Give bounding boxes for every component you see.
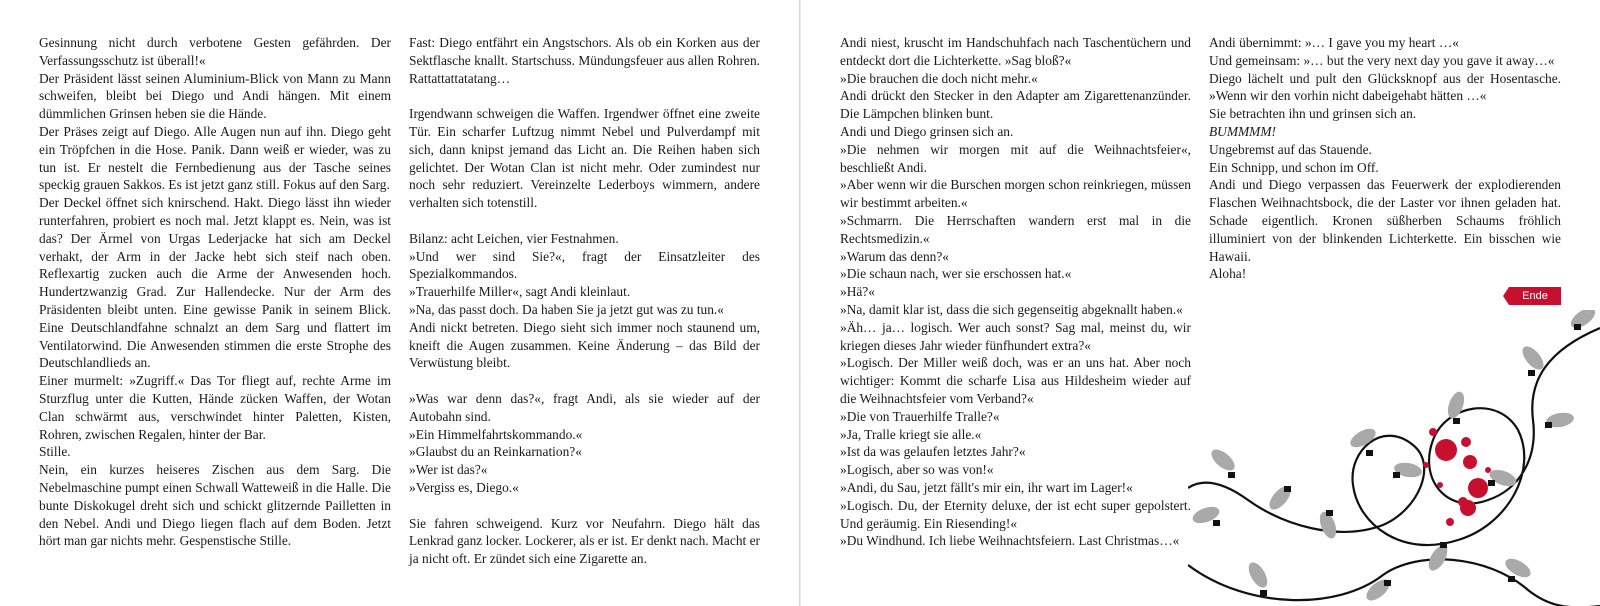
text-column-2 [409,34,760,568]
text-column-4 [1209,34,1561,283]
paragraph: »Andi, du Sau, jetzt fällt's mir ein, ihr wart im Lager!« [840,479,1133,495]
paragraph: »Aber wenn wir die Burschen morgen schon reinkriegen, müssen wir bestimmt arbeiten.« [840,177,1191,211]
paragraph: »Wer ist das?« [409,462,488,478]
paragraph: »Glaubst du an Reinkarnation?« [409,444,582,460]
paragraph: Andi und Diego grinsen sich an. [840,123,1014,139]
end-badge: Ende [1509,287,1561,305]
paragraph: Fast: Diego entfährt ein Angstschors. Als ob ein Korken aus der Sektflasche knallt. Startschuss. Mündungsfeuer aus allen Rohren. Rattattattatatang… [409,35,760,86]
paragraph: »Ein Himmelfahrtskommando.« [409,426,583,442]
paragraph: »Schmarrn. Die Herrschaften wandern erst mal in die Rechtsmedizin.« [840,212,1191,246]
paragraph: Irgendwann schweigen die Waffen. Irgendwer öffnet eine zweite Tür. Ein scharfer Luftzug nimmt Nebel und Pulverdampf mit sich, dann knipst jemand das Licht an. Die Reihen haben sich gelichtet. Der Wotan Clan ist nicht mehr. Oder zumindest nur noch sehr reduziert. Vereinzelte Lederboys wimmern, andere verhalten sich totenstill. [409,106,760,211]
paragraph: »Ja, Tralle kriegt sie alle.« [840,426,982,442]
paragraph: »Äh… ja… logisch. Wer auch sonst? Sag mal, meinst du, wir kriegen dieses Jahr wieder fünfhundert extra?« [840,319,1191,353]
paragraph: »Was war denn das?«, fragt Andi, als sie wieder auf der Autobahn sind. [409,390,760,424]
left-page [0,0,799,606]
paragraph: Ungebremst auf das Stauende. [1209,141,1372,157]
paragraph: Diego lächelt und pult den Glücksknopf aus der Hosentasche. »Wenn wir den vorhin nicht dabeigehabt hätten …« [1209,70,1561,104]
bulb-sockets [1213,324,1581,596]
christmas-lights-illustration [1188,310,1600,606]
paragraph: Stille. [39,444,71,460]
paragraph: »Na, damit klar ist, dass die sich gegenseitig abgeknallt haben.« [840,301,1183,317]
paragraph: »Die brauchen die doch nicht mehr.« [840,70,1038,86]
paragraph: Sie fahren schweigend. Kurz vor Neufahrn. Diego hält das Lenkrad ganz locker. Lockerer, als er ist. Er denkt nach. Macht er ja nicht oft. Er zündet sich eine Zigarette an. [409,515,760,567]
paragraph: »Ist da was gelaufen letztes Jahr?« [840,444,1026,460]
paragraph: Sie betrachten ihn und grinsen sich an. [1209,106,1417,122]
paragraph: Andi nickt betreten. Diego sieht sich immer noch staunend um, kneift die Augen zusammen. Keine Änderung – das Bild der Verwüstung bleibt. [409,319,760,371]
paragraph: Andi und Diego verpassen das Feuerwerk der explodierenden Flaschen Weihnachtsbock, die der Laster vor ihnen geladen hat. Schade eigentlich. Kronen süßherben Schaums fröhlich illuminiert von der blinkenden Lichterkette. Ein bisschen wie Hawaii. [1209,177,1561,264]
light-bulbs [1190,310,1598,604]
paragraph: Der Deckel öffnet sich knirschend. Hakt. Diego lässt ihn wieder runterfahren, probiert es noch mal. Jetzt klappt es. Nein, was ist das? Der Ärmel von Urgas Lederjacke hat sich am Deckel verhakt, der Arm in der Jacke hebt sich steif nach oben. Reflexartig zucken auch die Arme der Anwesenden hoch. Hundertzwanzig Grad. Zur Hallendecke. Nur der Arm des Präsidenten bleibt unten. Eine gewisse Panik in seinem Blick. Eine Deutschlandfahne schnalzt an dem Sarg und flattert im Ventilatorwind. Die Anwesenden stimmen die erste Strophe des Deutschlandlieds an. [39,195,391,371]
paragraph: Der Präses zeigt auf Diego. Alle Augen nun auf ihn. Diego geht ein Tröpfchen in die Hose. Panik. Dann weiß er wieder, was zu tun ist. Er nestelt die Fernbedienung aus der Tasche seines speckig grauen Sakkos. Es ist jetzt ganz still. Fokus auf den Sarg. [39,123,391,193]
paragraph: »Du Windhund. Ich liebe Weihnachtsfeiern. Last Christmas…« [840,533,1180,549]
paragraph: »Warum das denn?« [840,248,949,264]
paragraph: BUMMMM! [1209,123,1276,139]
paragraph: »Die von Trauerhilfe Tralle?« [840,408,1000,424]
paragraph: Andi drückt den Stecker in den Adapter am Zigarettenanzünder. Die Lämpchen blinken bunt. [840,88,1191,122]
paragraph: »Logisch, aber so was von!« [840,462,994,478]
paragraph: »Hä?« [840,284,875,300]
paragraph: Gesinnung nicht durch verbotene Gesten gefährden. Der Verfassungsschutz ist überall!« [39,35,391,68]
paragraph: Andi übernimmt: »… I gave you my heart …« [1209,35,1459,50]
text-column-1 [39,34,391,550]
text-column-3 [840,34,1191,550]
paragraph: Einer murmelt: »Zugriff.« Das Tor fliegt auf, rechte Arme im Sturzflug unter die Kutten, Hände zücken Waffen, der Wotan Clan schwärmt aus, verschwindet hinter Paletten, Kisten, Rohren, zwischen Regalen, hinter der Bar. [39,373,391,442]
paragraph: »Trauerhilfe Miller«, sagt Andi kleinlaut. [409,284,631,300]
paragraph: Nein, ein kurzes heiseres Zischen aus dem Sarg. Die Nebelmaschine pumpt einen Schwall Watteweiß in die Halle. Die bunte Diskokugel dreht sich und schickt glitzernde Pailletten in den Nebel. Andi und Diego liegen flach auf dem Boden. Jetzt hört man gar nichts mehr. Gespenstische Stille. [39,462,391,549]
paragraph: »Die nehmen wir morgen mit auf die Weihnachtsfeier«, beschließt Andi. [840,141,1191,175]
paragraph: »Die schaun nach, wer sie erschossen hat.« [840,266,1072,282]
paragraph: Der Präsident lässt seinen Aluminium-Blick von Mann zu Mann schweifen, bleibt bei Diego und Andi hängen. Mit einem dümmlichen Grinsen heben sie die Hände. [39,70,391,122]
paragraph: Andi niest, kruscht im Handschuhfach nach Taschentüchern und entdeckt dort die Lichterkette. »Sag bloß?« [840,35,1191,68]
paragraph: Aloha! [1209,266,1247,282]
paragraph: »Vergiss es, Diego.« [409,479,519,495]
paragraph: »Na, das passt doch. Da haben Sie ja jetzt gut was zu tun.« [409,301,724,317]
paragraph: »Logisch. Du, der Eternity deluxe, der ist echt super gepolstert. Und geräumig. Ein Riesending!« [840,497,1191,531]
paragraph: »Und wer sind Sie?«, fragt der Einsatzleiter des Spezialkommandos. [409,248,760,282]
paragraph: Und gemeinsam: »… but the very next day you gave it away…« [1209,52,1555,68]
paragraph: Bilanz: acht Leichen, vier Festnahmen. [409,230,619,246]
paragraph: »Logisch. Der Miller weiß doch, was er an uns hat. Aber noch wichtiger: Kommt die scharfe Lisa aus Hildesheim wieder auf die Weihnachtsfeier vom Verband?« [840,355,1191,406]
paragraph: Ein Schnipp, und schon im Off. [1209,159,1379,175]
right-page [801,0,1600,606]
